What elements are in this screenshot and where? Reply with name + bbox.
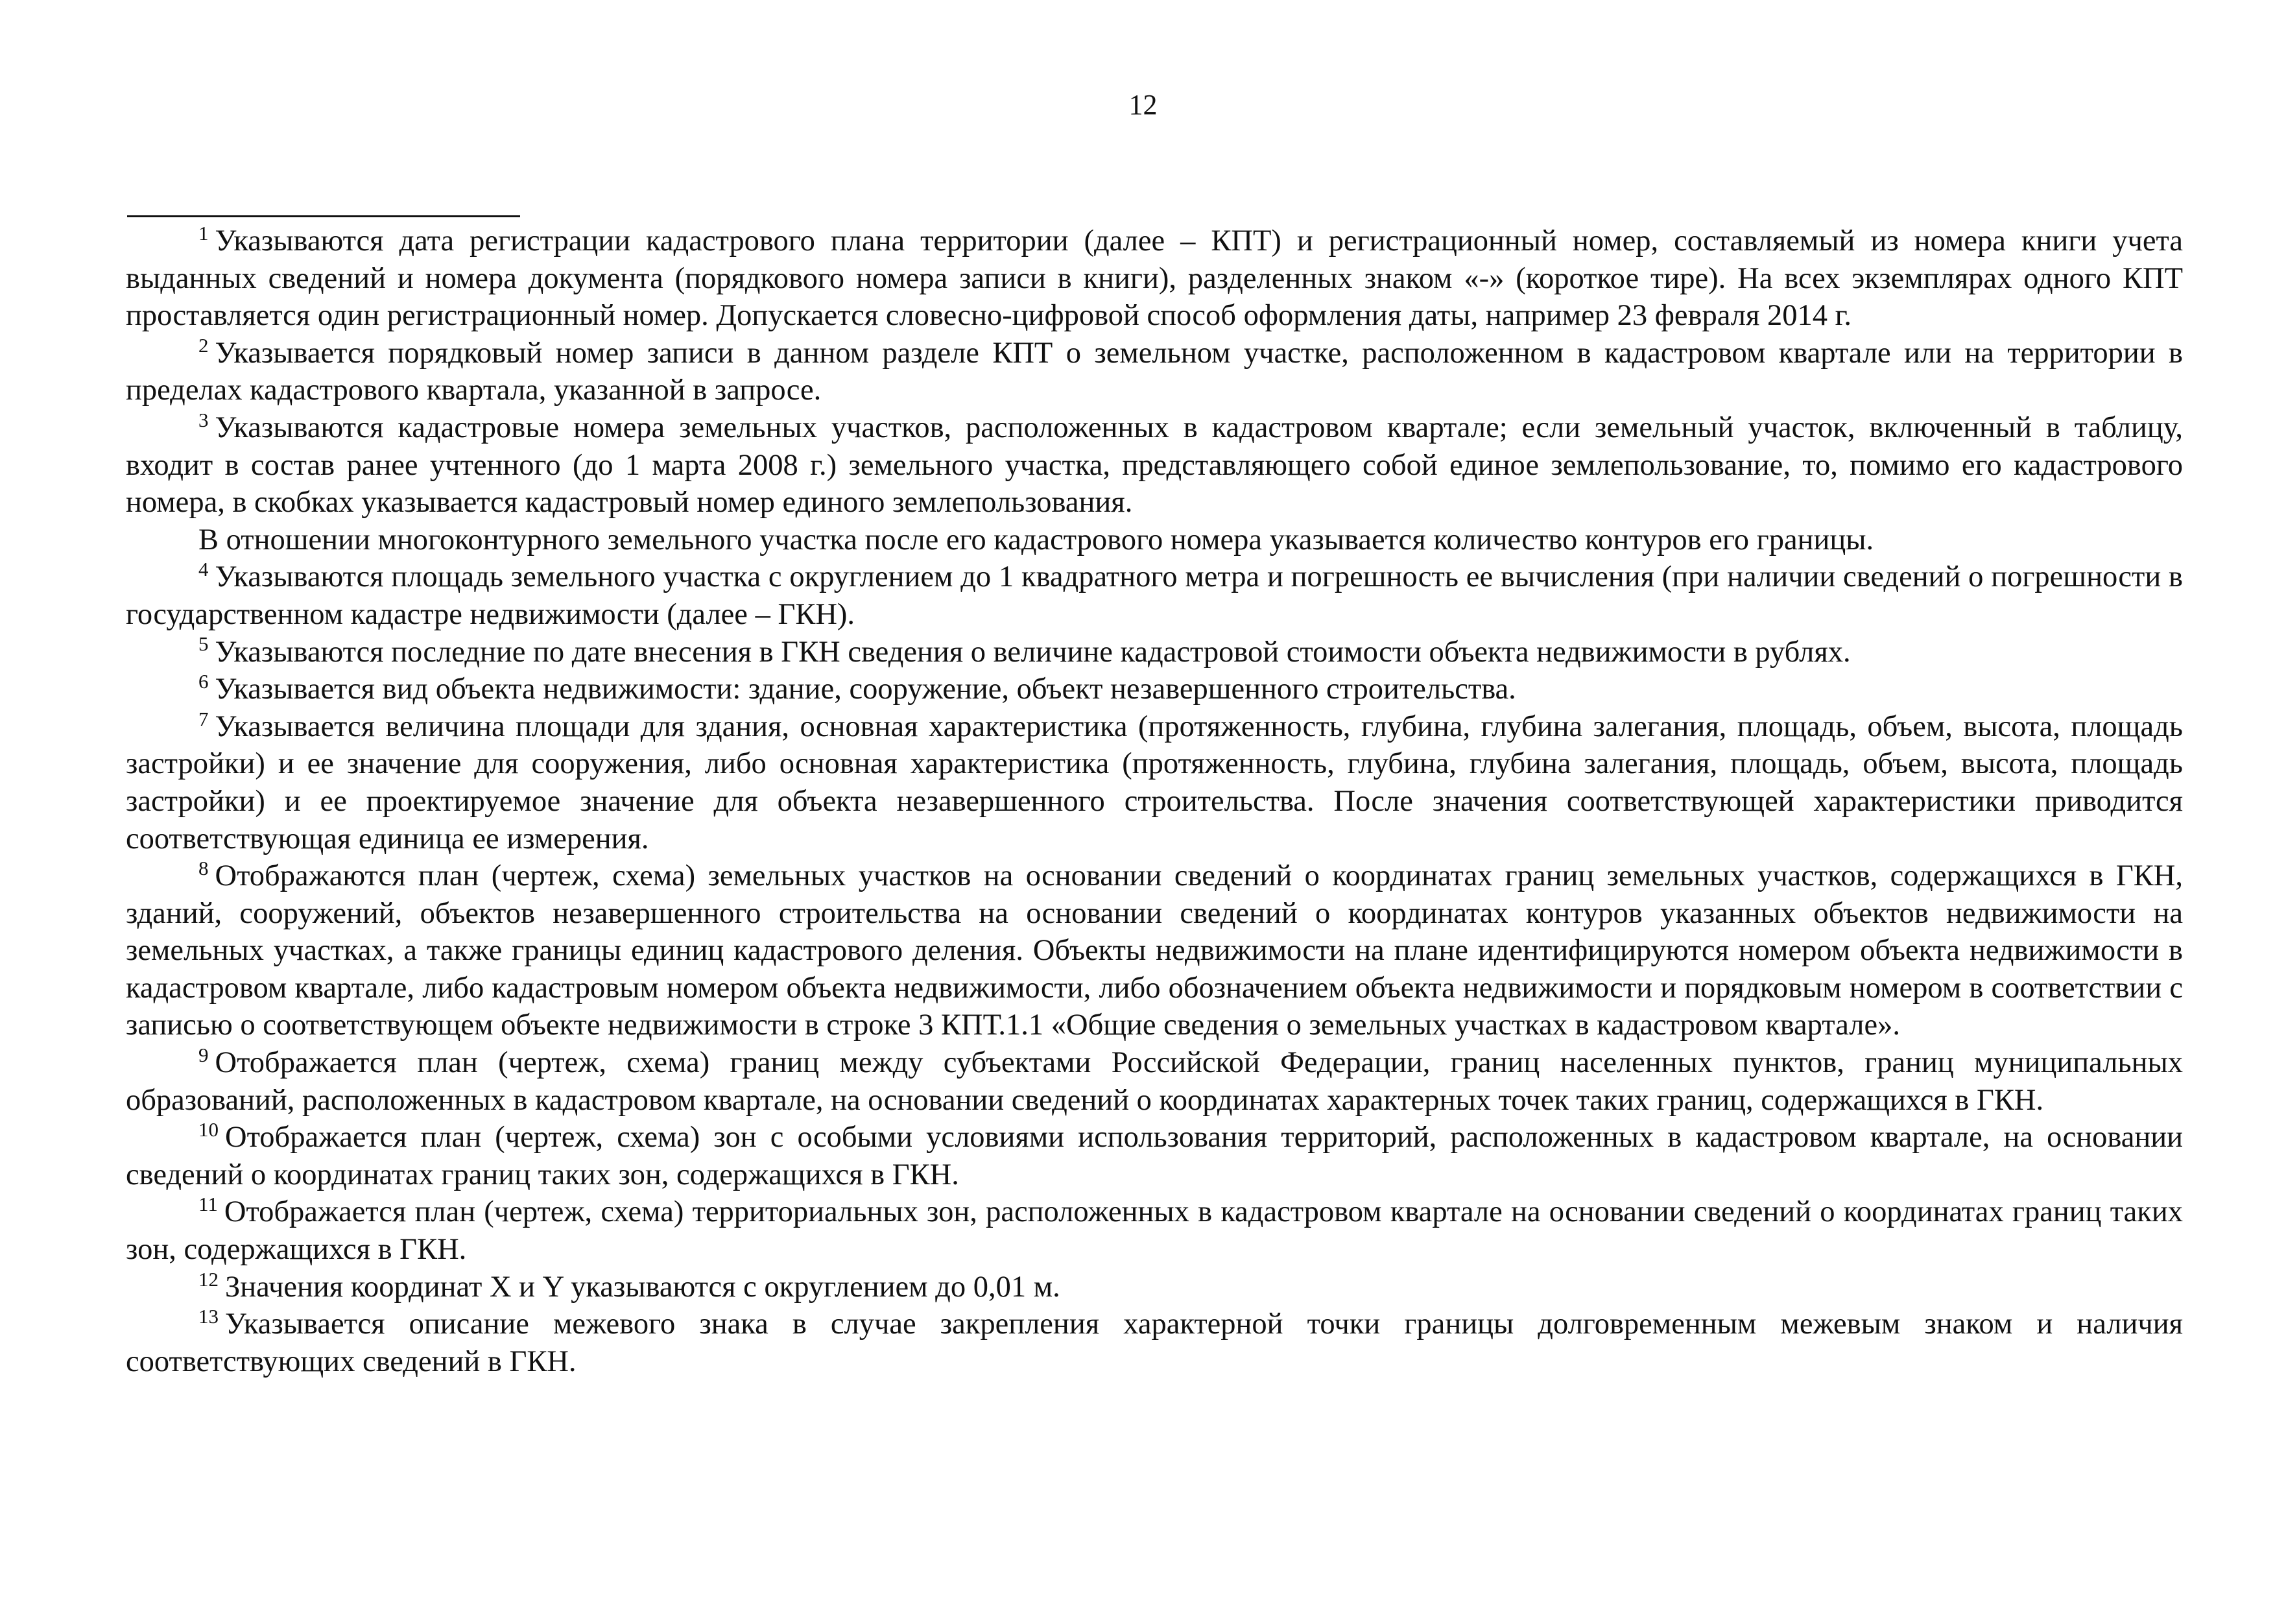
footnote-3-continuation <box>126 521 2183 559</box>
footnote-9 <box>126 1044 2183 1119</box>
footnote-1 <box>126 222 2183 335</box>
footnote-text: Указывается вид объекта недвижимости: здание, сооружение, объект незавершенного строительства. <box>215 673 1516 706</box>
footnote-text: Указываются дата регистрации кадастрового плана территории (далее – КПТ) и регистрационный номер, составляемый из номера книги учета выданных сведений и номера документа (порядкового номера записи в книги), разделенных знаком «-» (короткое тире). На всех экземплярах одного КПТ проставляется один регистрационный номер. Допускается словесно-цифровой способ оформления даты, например 23 февраля 2014 г. <box>126 224 2183 333</box>
footnote-text: Указываются кадастровые номера земельных участков, расположенных в кадастровом квартале; если земельный участок, включенный в таблицу, входит в состав ранее учтенного (до 1 марта 2008 г.) земельного участка, представляющего собой единое землепользование, то, помимо его кадастрового номера, в скобках указывается кадастровый номер единого землепользования. <box>126 411 2183 519</box>
footnote-4 <box>126 558 2183 633</box>
footnote-mark: 10 <box>198 1118 219 1141</box>
footnote-text: Отображается план (чертеж, схема) зон с особыми условиями использования территорий, расположенных в кадастровом квартале, на основании сведений о координатах границ таких зон, содержащихся в ГКН. <box>126 1121 2183 1191</box>
footnote-separator <box>127 215 520 217</box>
footnote-mark: 11 <box>198 1193 218 1216</box>
footnote-text: Указываются площадь земельного участка с округлением до 1 квадратного метра и погрешность ее вычисления (при наличии сведений о погрешности в государственном кадастре недвижимости (далее – ГКН). <box>126 560 2183 631</box>
footnote-2 <box>126 335 2183 409</box>
footnote-mark: 4 <box>198 558 209 581</box>
footnote-mark: 13 <box>198 1305 219 1328</box>
footnote-text: В отношении многоконтурного земельного участка после его кадастрового номера указывается количество контуров его границы. <box>198 523 1874 556</box>
page-number: 12 <box>1128 89 1158 121</box>
footnote-mark: 1 <box>198 221 209 245</box>
footnote-mark: 5 <box>198 632 209 656</box>
footnote-3 <box>126 409 2183 521</box>
footnote-10 <box>126 1119 2183 1193</box>
footnote-5 <box>126 634 2183 671</box>
footnote-11 <box>126 1193 2183 1268</box>
footnote-mark: 7 <box>198 707 209 730</box>
footnote-text: Указывается описание межевого знака в случае закрепления характерной точки границы долговременным межевым знаком и наличия соответствующих сведений в ГКН. <box>126 1308 2183 1378</box>
footnote-text: Отображаются план (чертеж, схема) земельных участков на основании сведений о координатах границ земельных участков, содержащихся в ГКН, зданий, сооружений, объектов незавершенного строительства на основании сведений о координатах контуров указанных объектов недвижимости на земельных участках, а также границы единиц кадастрового деления. Объекты недвижимости на плане идентифицируются номером объекта недвижимости в кадастровом квартале, либо кадастровым номером объекта недвижимости, либо обозначением объекта недвижимости и порядковым номером в соответствии с записью о соответствующем объекте недвижимости в строке 3 КПТ.1.1 «Общие сведения о земельных участках в кадастровом квартале». <box>126 859 2183 1042</box>
footnote-text: Отображается план (чертеж, схема) территориальных зон, расположенных в кадастровом квартале на основании сведений о координатах границ таких зон, содержащихся в ГКН. <box>126 1195 2183 1267</box>
footnote-text: Указывается величина площади для здания, основная характеристика (протяженность, глубина, глубина залегания, площадь, объем, высота, площадь застройки) и ее значение для сооружения, либо основная характеристика (протяженность, глубина, глубина залегания, площадь, объем, высота, площадь застройки) и ее проектируемое значение для объекта незавершенного строительства. После значения соответствующей характеристики приводится соответствующая единица ее измерения. <box>126 710 2183 855</box>
footnote-text: Отображается план (чертеж, схема) границ между субъектами Российской Федерации, границ населенных пунктов, границ муниципальных образований, расположенных в кадастровом квартале, на основании сведений о координатах характерных точек таких границ, содержащихся в ГКН. <box>126 1046 2183 1117</box>
footnote-12 <box>126 1269 2183 1306</box>
footnote-mark: 6 <box>198 670 209 693</box>
footnote-mark: 12 <box>198 1267 219 1291</box>
footnote-text: Указывается порядковый номер записи в данном разделе КПТ о земельном участке, расположенном в кадастровом квартале или на территории в пределах кадастрового квартала, указанной в запросе. <box>126 336 2183 407</box>
footnote-8 <box>126 857 2183 1044</box>
footnote-6 <box>126 671 2183 708</box>
footnote-7 <box>126 708 2183 857</box>
footnote-mark: 9 <box>198 1043 209 1066</box>
footnote-mark: 8 <box>198 856 209 879</box>
footnotes-section <box>126 222 2183 1380</box>
footnote-13 <box>126 1306 2183 1380</box>
footnote-mark: 2 <box>198 333 209 357</box>
footnote-text: Указываются последние по дате внесения в ГКН сведения о величине кадастровой стоимости объекта недвижимости в рублях. <box>215 635 1851 669</box>
footnote-text: Значения координат X и Y указываются с округлением до 0,01 м. <box>225 1270 1060 1304</box>
footnote-mark: 3 <box>198 408 209 431</box>
